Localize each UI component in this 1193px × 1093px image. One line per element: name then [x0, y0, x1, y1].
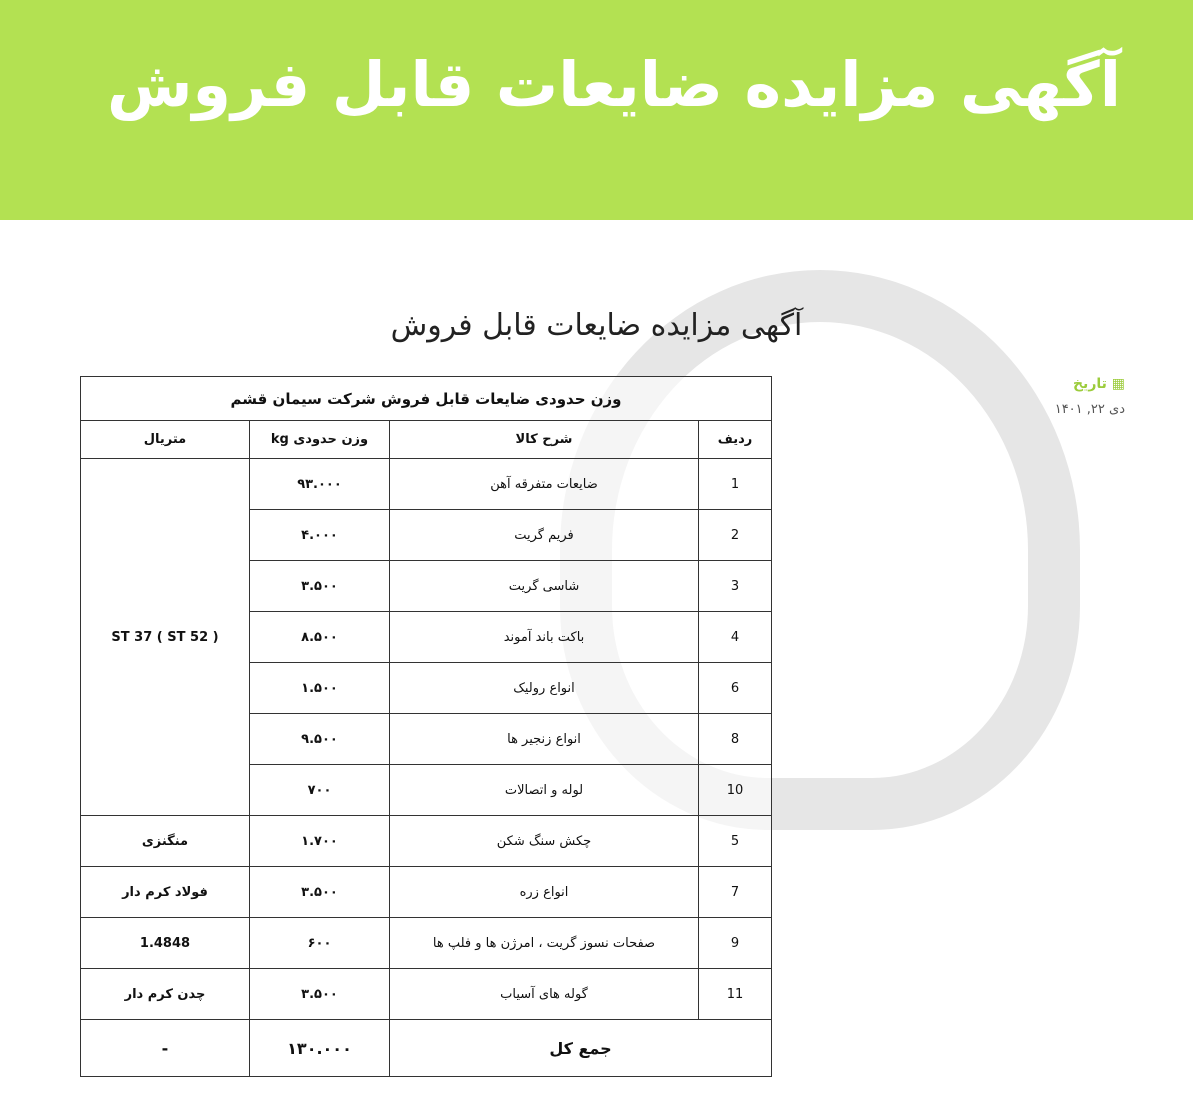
cell-weight: ۶۰۰: [250, 918, 390, 969]
col-material: متریال: [81, 421, 250, 459]
cell-desc: شاسی گریت: [390, 561, 699, 612]
calendar-icon: ▦: [1111, 376, 1125, 392]
cell-radif: 11: [699, 969, 772, 1020]
table-row: [81, 459, 772, 510]
cell-radif: 4: [699, 612, 772, 663]
date-label-text: تاریخ: [1072, 376, 1107, 392]
banner-title: آگهی مزایده ضایعات قابل فروش: [106, 48, 1121, 121]
table-row: [81, 969, 772, 1020]
cell-radif: 3: [699, 561, 772, 612]
table-row: [81, 867, 772, 918]
cell-desc: صفحات نسوز گریت ، امرژن ها و فلپ ها: [390, 918, 699, 969]
total-row: [81, 1020, 772, 1077]
post-date: دی ۲۲, ۱۴۰۱: [1054, 402, 1125, 417]
cell-material: ST 37 ( ST 52 ): [81, 459, 250, 816]
col-desc: شرح کالا: [390, 421, 699, 459]
cell-weight: ۷۰۰: [250, 765, 390, 816]
cell-weight: ۹۳.۰۰۰: [250, 459, 390, 510]
cell-material: فولاد کرم دار: [81, 867, 250, 918]
cell-radif: 9: [699, 918, 772, 969]
header-banner: [0, 0, 1193, 220]
cell-desc: انواع زره: [390, 867, 699, 918]
date-label: [1055, 376, 1125, 392]
total-material: -: [81, 1020, 250, 1077]
post-title: [0, 308, 1193, 343]
cell-material: 1.4848: [81, 918, 250, 969]
cell-weight: ۱.۵۰۰: [250, 663, 390, 714]
cell-radif: 1: [699, 459, 772, 510]
table-row: [81, 918, 772, 969]
col-weight: وزن حدودی kg: [250, 421, 390, 459]
table-row: [81, 816, 772, 867]
cell-desc: گوله های آسیاب: [390, 969, 699, 1020]
cell-desc: ضایعات متفرقه آهن: [390, 459, 699, 510]
cell-radif: 7: [699, 867, 772, 918]
post-title-text: آگهی مزایده ضایعات قابل فروش: [390, 308, 803, 343]
table-caption: وزن حدودی ضایعات قابل فروش شرکت سیمان قشم: [81, 377, 772, 421]
cell-desc: فریم گریت: [390, 510, 699, 561]
cell-weight: ۸.۵۰۰: [250, 612, 390, 663]
cell-desc: انواع رولیک: [390, 663, 699, 714]
cell-weight: ۹.۵۰۰: [250, 714, 390, 765]
post-meta: [1055, 376, 1125, 417]
cell-weight: ۳.۵۰۰: [250, 867, 390, 918]
cell-desc: لوله و اتصالات: [390, 765, 699, 816]
cell-radif: 10: [699, 765, 772, 816]
cell-material: منگنزی: [81, 816, 250, 867]
cell-weight: ۴.۰۰۰: [250, 510, 390, 561]
cell-radif: 5: [699, 816, 772, 867]
cell-radif: 6: [699, 663, 772, 714]
cell-desc: چکش سنگ شکن: [390, 816, 699, 867]
cell-material: چدن کرم دار: [81, 969, 250, 1020]
col-radif: ردیف: [699, 421, 772, 459]
total-weight: ۱۳۰.۰۰۰: [250, 1020, 390, 1077]
cell-radif: 2: [699, 510, 772, 561]
cell-desc: انواع زنجیر ها: [390, 714, 699, 765]
total-label: جمع کل: [390, 1020, 772, 1077]
cell-desc: باکت باند آموند: [390, 612, 699, 663]
scrap-table: [80, 376, 772, 1077]
cell-weight: ۳.۵۰۰: [250, 969, 390, 1020]
cell-weight: ۳.۵۰۰: [250, 561, 390, 612]
cell-weight: ۱.۷۰۰: [250, 816, 390, 867]
cell-radif: 8: [699, 714, 772, 765]
